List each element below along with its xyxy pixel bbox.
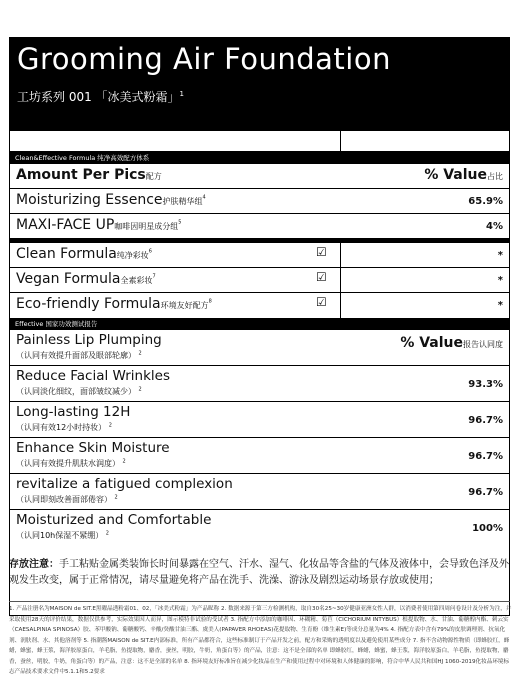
effect-row: [10, 366, 509, 402]
effect-cn-note: （认同淡化细纹，面部皱纹减少） $^2$: [16, 386, 142, 396]
effect-value: 93.3%: [468, 379, 503, 390]
effect-name: revitalize a fatigued complexion: [16, 476, 233, 492]
ingredient-value: 65.9%: [468, 196, 503, 207]
formula-row: Eco-friendly Formula环境友好配方$^8$ ☑ *: [10, 293, 509, 318]
effect-cn-note: （认同即刻改善面部倦容） $^2$: [16, 494, 118, 504]
effect-cn-note: （认同有效提升面部及眼部轮廓） $^2$: [16, 350, 142, 360]
effect-value: 100%: [472, 523, 503, 534]
formula-value: *: [497, 250, 503, 261]
value-header-label: % Value占比: [424, 167, 503, 183]
footnote-divider: [9, 601, 510, 602]
spacer-divider: [9, 131, 10, 151]
storage-label: 存放注意：: [9, 559, 59, 570]
effect-value: 96.7%: [468, 415, 503, 426]
effect-name: Moisturized and Comfortable: [16, 512, 212, 528]
blank-spacer-row: [10, 131, 509, 152]
effect-name: Reduce Facial Wrinkles: [16, 368, 171, 384]
ingredient-row: Moisturizing Essence护肤精华组$^4$ 65.9%: [10, 189, 509, 214]
checkbox-icon: ☑: [316, 245, 327, 259]
formula-value: *: [497, 300, 503, 311]
ingredient-name: Moisturizing Essence: [16, 192, 163, 208]
effect-row: [10, 330, 509, 366]
effective-section-bar: Effective 国家功效测试报告: [10, 318, 509, 330]
storage-notice: [9, 557, 514, 589]
formula-row: Clean Formula纯净彩妆$^6$ ☑ *: [10, 243, 509, 268]
product-title: Grooming Air Foundation: [17, 42, 391, 76]
effect-row: [10, 402, 509, 438]
effect-row: [10, 474, 509, 510]
spacer-divider: [340, 131, 341, 151]
formula-section-bar: Clean&Effective Formula 纯净高效配方体系: [10, 152, 509, 164]
checkbox-icon: ☑: [316, 270, 327, 284]
spacer-divider: [509, 131, 510, 151]
amount-header-row: [10, 164, 509, 189]
effect-name: Painless Lip Plumping: [16, 332, 162, 348]
effect-cn-note: （认同10h保湿不紧绷） $^2$: [16, 530, 109, 540]
footnote-text: 1. 产品注册名为MAISON de SIT.E黑曜晶透粉霜01、02，「冰美式粉霜」为产品昵称 2. 数据来源于第三方检测机构，取自30名25~30岁健康亚洲女性人群，以消费者使用第四周问卷设计及分析为注，并采取使用28天的评价结果，数据仅供参考，实际效果因人而异，图示模特非试验的受试者 3. 指配方中添加的咖啡因、环糊精、菊苣（CICHORIUM INTYBUS）根提取物、水、甘油、葡糖醇内酯、刺云实（CAESALPINIA SPINOSA）胶、苯甲酸钠、葡糖酸钙、辛酸/癸酸甘油三酯、虞美人(PAPAVER RHOEAS)花提取物、生育酚（维生素E)等成分总量为4% 4. 指配方表中含有79%的皮肤调理剂、抗氧化剂、润肤剂、水、其他溶剂等 5. 指潮酱MAISON de SIT.E内部标准，所有产品都符合，这些标准制订于产品开发之前，配方和采购的透明度以及避免使用某些成分 7. 指不含动物源性物质（即蜂胶红，蜂蜡，蜂蜜，蜂王浆，海洋胶原蛋白，羊毛脂，鱼提取物，麝香，蚕丝，明胶，牛奶，角蛋白等）的产品，注意：这不是全部的名单 即蜂胶红，蜂蜡，蜂蜜，蜂王浆，海洋胶原蛋白，羊毛脂，鱼提取物，麝香，蚕丝，明胶，牛奶，角蛋白等）的产品，注意：这不是全部的名单 8. 指环境友好标准旨在减少化妆品在生产和使用过程中对环境和人体健康的影响，符合中华人民共和国HJ 1060-2019化妆品环境标志产品技术要求文件中5.1.1和5.2要求: [9, 606, 512, 675]
ingredient-value: 4%: [486, 221, 503, 232]
formula-name: Clean Formula: [16, 246, 117, 262]
effect-value: 96.7%: [468, 451, 503, 462]
ingredient-row: MAXI-FACE UP咖啡因明星成分组$^5$ 4%: [10, 214, 509, 239]
column-divider: [340, 268, 341, 292]
checkbox-icon: ☑: [316, 295, 327, 309]
column-divider: [340, 243, 341, 267]
effect-row: [10, 438, 509, 474]
formula-row: Vegan Formula全素彩妆$^7$ ☑ *: [10, 268, 509, 293]
effect-value: 96.7%: [468, 487, 503, 498]
formula-name: Eco-friendly Formula: [16, 296, 161, 312]
hero-header: [10, 38, 509, 131]
product-subtitle: 工坊系列 001 「冰美式粉霜」$^1$: [17, 90, 185, 104]
ingredient-name: MAXI-FACE UP: [16, 217, 115, 233]
effect-value-header: % Value报告认同度: [400, 335, 503, 351]
amount-header-label: Amount Per Pics配方: [16, 167, 162, 183]
formula-name: Vegan Formula: [16, 271, 121, 287]
effect-name: Enhance Skin Moisture: [16, 440, 170, 456]
formula-value: *: [497, 275, 503, 286]
effect-cn-note: （认同有效12小时持妆） $^2$: [16, 422, 112, 432]
column-divider: [340, 293, 341, 318]
effect-name: Long-lasting 12H: [16, 404, 131, 420]
effect-cn-note: （认同有效提升肌肤水润度） $^2$: [16, 458, 126, 468]
nutrition-style-panel: [9, 37, 510, 616]
effect-row: [10, 510, 509, 546]
storage-text: 手工粘贴金属类装饰长时间暴露在空气、汗水、湿气、化妆品等含盐的气体及液体中，会导致色泽及外观发生改变，属于正常情况，请尽量避免将产品在洗手、洗澡、游泳及剧烈运动场景存放或使用；: [9, 559, 509, 586]
